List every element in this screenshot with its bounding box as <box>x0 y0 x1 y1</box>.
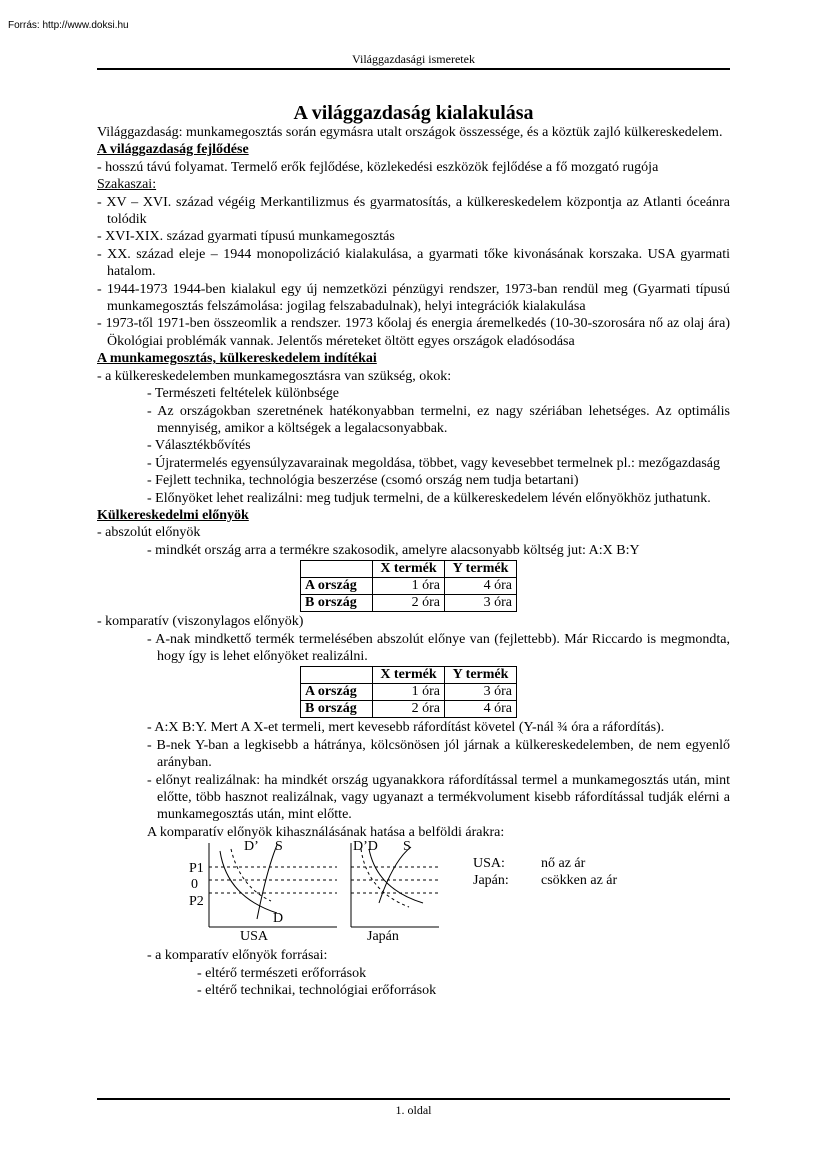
usa-curve-label: D’ <box>244 839 259 855</box>
usa-curve-label: S <box>275 839 283 855</box>
running-header: Világgazdasági ismeretek <box>352 52 475 66</box>
table-cell: 1 óra <box>373 684 445 701</box>
japan-demand-curve <box>369 849 423 903</box>
usa-axis-label: P2 <box>189 894 204 910</box>
usa-demand-curve <box>220 851 277 913</box>
absolute-item: - mindkét ország arra a termékre szakosodik, amelyre alacsonyabb költség jut: A:X B:Y <box>147 542 640 558</box>
table-cell: A ország <box>301 578 373 595</box>
comparative-item: - A-nak mindkettő termék termelésében abszolút előnye van (fejlettebb). Már Riccardo is megmondta, hogy így is lehet előnyöket realizálni. <box>147 631 730 664</box>
table-cell: 3 óra <box>445 684 517 701</box>
stage-item: - 1973-től 1971-ben összeomlik a rendszer. 1973 kőolaj és energia áremelkedés (10-30-szorosára nő az olaj ára) Ökológiai problémák vannak. Jelentős méreteket öltött egyes országok eladósodása <box>97 316 730 349</box>
section-heading-development: A világgazdaság fejlődése <box>97 142 249 158</box>
table-cell: 4 óra <box>445 701 517 718</box>
section-heading-advantages: Külkereskedelmi előnyök <box>97 507 249 523</box>
stage-item: - XX. század eleje – 1944 monopolizáció kialakulása, a gyarmati tőke kivonásának korszaka. USA gyarmati hatalom. <box>97 246 730 280</box>
comparative-point: - előnyt realizálnak: ha mindkét ország ugyanakkora ráfordítással termel a munkamegosztás után, mint előtte, több hasznot realizálnak, vagy ugyanazt a termékvolument kisebb ráfordítással tudják elérni a munkamegosztás után, mint előtte. <box>147 772 730 823</box>
japan-curve-label: D’D <box>353 839 378 855</box>
motive-item: - Előnyöket lehet realizálni: meg tudjuk termelni, de a külkereskedelem lévén előnyökhöz juthatunk. <box>147 490 711 506</box>
source-item: - eltérő természeti erőforrások <box>197 965 367 981</box>
table-cell: B ország <box>301 701 373 718</box>
table-cell: A ország <box>301 684 373 701</box>
usa-axis-label: P1 <box>189 861 204 877</box>
effect-country: Japán: <box>473 873 509 889</box>
footer-rule <box>97 1098 730 1100</box>
definition: Világgazdaság: munkamegosztás során egymásra utalt országok összessége, és a köztük zajló külkereskedelem. <box>97 125 723 140</box>
table-row <box>301 684 517 701</box>
table-cell: 2 óra <box>373 595 445 612</box>
table-header-cell <box>301 561 373 578</box>
stage-item: - XV – XVI. század végéig Merkantilizmus és gyarmatosítás, a külkereskedelem központja az Atlanti óceánra tolódik <box>97 194 730 228</box>
price-effect-graph <box>97 841 730 947</box>
motive-item: - Fejlett technika, technológia beszerzése (csomó ország nem tudja betartani) <box>147 473 579 489</box>
table-header-cell: X termék <box>373 561 445 578</box>
motive-item: - Választékbővítés <box>147 438 251 454</box>
usa-curve-label: D <box>273 911 284 927</box>
table-cell: 4 óra <box>445 578 517 595</box>
sources-intro: - a komparatív előnyök forrásai: <box>147 948 328 964</box>
absolute-table <box>300 560 517 612</box>
source-note: Forrás: http://www.doksi.hu <box>8 20 129 31</box>
source-item: - eltérő technikai, technológiai erőforrások <box>197 983 437 999</box>
table-row <box>301 578 517 595</box>
table-header-cell: Y termék <box>445 667 517 684</box>
table-header-cell <box>301 667 373 684</box>
section-heading-motives: A munkamegosztás, külkereskedelem indítékai <box>97 351 377 367</box>
stages-label: Szakaszai: <box>97 177 157 193</box>
comparative-table <box>300 666 517 718</box>
table-cell: 3 óra <box>445 595 517 612</box>
absolute-advantages: - abszolút előnyök <box>97 525 201 541</box>
effect-text: csökken az ár <box>541 873 618 889</box>
japan-demand-shifted-curve <box>361 849 409 907</box>
motive-item: - Az országokban szeretnének hatékonyabban termelni, ez nagy szériában lehetséges. Az optimális mennyiség, amikor a költségek a legalacsonyabbak. <box>147 403 730 436</box>
stage-item: - 1944-1973 1944-ben kialakul egy új nemzetközi pénzügyi rendszer, 1973-ban rendül meg (Gyarmati típusú munkamegosztás felszámolása: jogilag felszabadulnak), helyi integrációk kialakulása <box>97 281 730 315</box>
table-row <box>301 701 517 718</box>
motive-item: - Természeti feltételek különbsége <box>147 386 339 402</box>
table-header-cell: X termék <box>373 667 445 684</box>
table-cell: B ország <box>301 595 373 612</box>
document-body <box>97 124 730 999</box>
header-rule <box>97 68 730 70</box>
table-header-cell: Y termék <box>445 561 517 578</box>
usa-axis-label: 0 <box>191 877 198 893</box>
comparative-point: - B-nek Y-ban a legkisebb a hátránya, kölcsönösen jól járnak a külkereskedelemben, de nem egyenlő arányban. <box>147 737 730 771</box>
development-line: - hosszú távú folyamat. Termelő erők fejlődése, közlekedési eszközök fejlődése a fő mozgató rugója <box>97 159 659 175</box>
japan-curve-label: S <box>403 839 411 855</box>
motive-item: - Újratermelés egyensúlyzavarainak megoldása, többet, vagy kevesebbet termelnek pl.: mezőgazdaság <box>147 455 720 471</box>
comparative-advantages: - komparatív (viszonylagos előnyök) <box>97 614 304 630</box>
japan-supply-curve <box>379 847 411 903</box>
table-cell: 2 óra <box>373 701 445 718</box>
page-number: 1. oldal <box>395 1103 432 1117</box>
table-cell: 1 óra <box>373 578 445 595</box>
usa-graph-label: USA <box>240 929 269 945</box>
table-row <box>301 595 517 612</box>
comparative-point: - A:X B:Y. Mert A X-et termeli, mert kevesebb ráfordítást követel (Y-nál ¾ óra a ráfordítás). <box>147 720 665 736</box>
effect-text: nő az ár <box>541 856 586 872</box>
page-title: A világgazdaság kialakulása <box>293 102 534 124</box>
motives-intro: - a külkereskedelemben munkamegosztásra van szükség, okok: <box>97 368 452 384</box>
stage-item: - XVI-XIX. század gyarmati típusú munkamegosztás <box>97 229 395 245</box>
japan-graph-label: Japán <box>367 929 399 945</box>
usa-supply-curve <box>257 845 277 919</box>
graph-intro: A komparatív előnyök kihasználásának hatása a belföldi árakra: <box>147 824 505 840</box>
effect-country: USA: <box>473 856 505 872</box>
